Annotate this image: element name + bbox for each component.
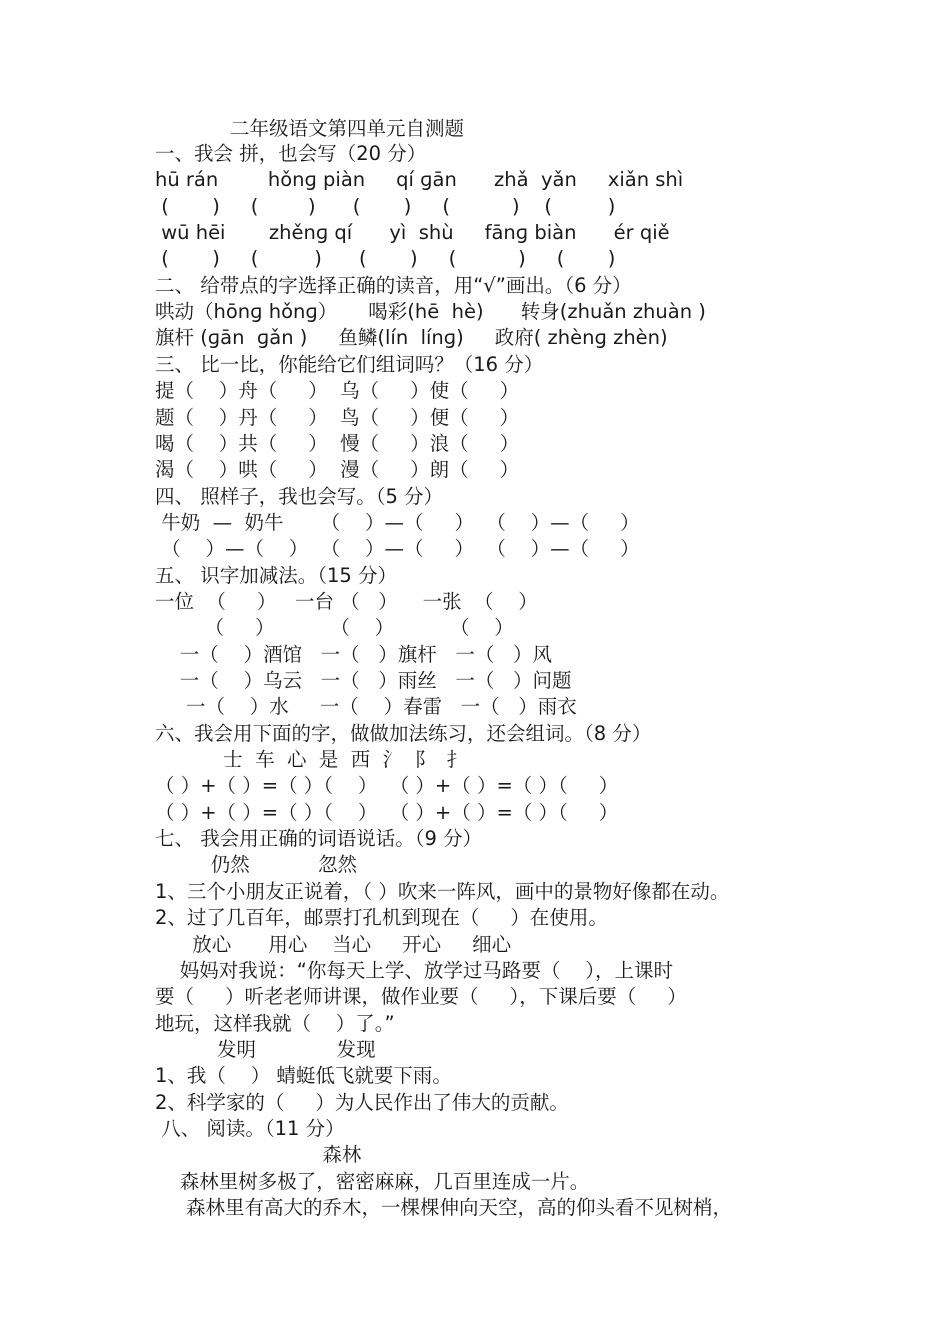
text-line: wū hēi zhěnɡ qí yì shù fānɡ biàn ér qiě bbox=[155, 221, 670, 245]
text-line: 要（ ）听老老师讲课，做作业要（ ），下课后要（ ） bbox=[155, 985, 687, 1009]
text-line: 二、 给带点的字选择正确的读音，用“√”画出。（6 分） bbox=[155, 273, 632, 297]
text-line: 地玩，这样我就（ ）了。” bbox=[155, 1011, 395, 1035]
text-line: 发明 发现 bbox=[155, 1037, 376, 1061]
text-line: 森林里树多极了，密密麻麻，几百里连成一片。 bbox=[155, 1169, 590, 1193]
text-line: 三、 比一比，你能给它们组词吗？（16 分） bbox=[155, 352, 544, 376]
text-line: 2、过了几百年，邮票打孔机到现在（ ）在使用。 bbox=[155, 906, 608, 930]
text-line: （ ）—（ ） （ ）—（ ） （ ）—（ ） bbox=[155, 537, 640, 561]
text-line: 一（ ）水 一（ ）春雷 一（ ）雨衣 bbox=[155, 695, 577, 719]
text-line: 六、我会用下面的字，做做加法练习，还会组词。（8 分） bbox=[155, 721, 652, 745]
text-line: （ ） （ ） （ ） bbox=[155, 616, 514, 640]
text-line: 一（ ）乌云 一（ ）雨丝 一（ ）问题 bbox=[155, 669, 572, 692]
text-line: 一位 （ ） 一台 （ ） 一张 （ ） bbox=[155, 589, 538, 613]
text-line: 一（ ）酒馆 一（ ）旗杆 一（ ）风 bbox=[155, 642, 552, 666]
text-line: 渴（ ）哄（ ） 漫（ ）朗（ ） bbox=[155, 458, 520, 482]
text-line: 八、 阅读。（11 分） bbox=[155, 1116, 345, 1140]
text-line: （ ）+（ ）=（ ）（ ） （ ）+（ ）=（ ）（ ） bbox=[155, 774, 619, 798]
text-line: ( ) ( ) ( ) ( ) ( ) bbox=[155, 194, 616, 218]
text-line: hū rán hǒnɡ piàn qí ɡān zhǎ yǎn xiǎn shì bbox=[155, 168, 684, 192]
text-line: 仍然 忽然 bbox=[155, 853, 357, 877]
text-line: 题（ ）丹（ ） 鸟（ ）便（ ） bbox=[155, 405, 520, 429]
text-line: 士 车 心 是 西 氵 阝 扌 bbox=[155, 748, 466, 772]
text-line: 森林 bbox=[155, 1143, 362, 1167]
text-line: 四、 照样子，我也会写。（5 分） bbox=[155, 484, 444, 508]
text-line: 1、我（ ） 蜻蜓低飞就要下雨。 bbox=[155, 1064, 452, 1088]
text-line: 喝（ ）共（ ） 慢（ ）浪（ ） bbox=[155, 431, 520, 455]
text-line: 旗杆 (ɡān ɡǎn ) 鱼鳞(lín línɡ) 政府( zhènɡ zhèn) bbox=[155, 326, 668, 350]
text-line: 2、科学家的（ ）为人民作出了伟大的贡献。 bbox=[155, 1090, 569, 1114]
text-line: 一、我会 拼，也会写（20 分） bbox=[155, 142, 427, 165]
worksheet-title: 二年级语文第四单元自测题 bbox=[230, 117, 465, 140]
text-line: 提（ ）舟（ ） 乌（ ）使（ ） bbox=[155, 379, 520, 403]
text-line: 1、三个小朋友正说着，（ ）吹来一阵风，画中的景物好像都在动。 bbox=[155, 879, 730, 903]
text-line: （ ）+（ ）=（ ）（ ） （ ）+（ ）=（ ）（ ） bbox=[155, 800, 619, 824]
text-line: ( ) ( ) ( ) ( ) ( ) bbox=[155, 247, 616, 271]
text-line: 牛奶 — 奶牛 （ ）—（ ） （ ）—（ ） bbox=[155, 510, 640, 534]
text-line: 放心 用心 当心 开心 细心 bbox=[155, 932, 512, 956]
text-line: 妈妈对我说：“你每天上学、放学过马路要（ ），上课时 bbox=[155, 958, 673, 982]
text-line: 森林里有高大的乔木，一棵棵伸向天空，高的仰头看不见树梢， bbox=[155, 1196, 732, 1219]
text-line: 五、 识字加减法。（15 分） bbox=[155, 563, 397, 587]
text-line: 哄动（hōnɡ hǒnɡ） 喝彩(hē hè) 转身(zhuǎn zhuàn ) bbox=[155, 300, 706, 324]
text-line: 七、 我会用正确的词语说话。（9 分） bbox=[155, 827, 483, 851]
